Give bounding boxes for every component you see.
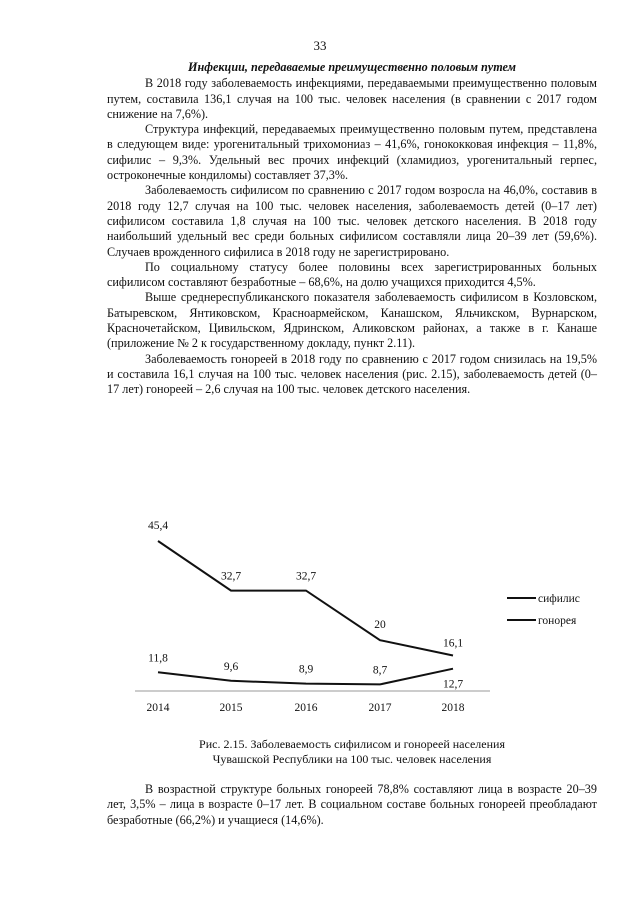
paragraph-7: В возрастной структуре больных гонореей 78,8% составляют лица в возрасте 20–39 лет, 3,5% – лица в возрасте 0–17 лет. В социальном составе больных гонореей преобладают безработные (66,2%) и учащиеся (14,6%). xyxy=(107,782,597,827)
data-label-s2-2016: 8,9 xyxy=(298,663,314,676)
section-heading: Инфекции, передаваемые преимущественно половым путем xyxy=(188,60,516,74)
page-number: 33 xyxy=(313,38,327,53)
data-label-s2-2017: 8,7 xyxy=(372,664,388,677)
caption-line-2: Чувашской Республики на 100 тыс. человек населения xyxy=(212,752,492,766)
x-tick-2014: 2014 xyxy=(146,702,170,714)
paragraph-1: В 2018 году заболеваемость инфекциями, передаваемыми преимущественно половым путем, составила 136,1 случая на 100 тыс. человек населения (в сравнении с 2017 годом снижение на 7,6%). xyxy=(107,76,597,121)
data-label-s2-2018: 12,7 xyxy=(442,678,464,691)
caption-line-1: Рис. 2.15. Заболеваемость сифилисом и гонореей населения xyxy=(199,737,505,751)
plot-group xyxy=(147,520,580,714)
paragraph-2: Структура инфекций, передаваемых преимущественно половым путем, представлена в следующем виде: урогенитальный трихомониаз – 41,6%, гонококковая инфекция – 11,8%, сифилис – 9,3%. Удельный вес прочих инфекций (хламидиоз, урогенитальный герпес, остроконечные кондиломы) составляет 37,3%. xyxy=(107,122,597,183)
data-label-s1-2018: 16,1 xyxy=(442,637,464,650)
incidence-chart xyxy=(100,508,620,738)
main-text xyxy=(107,60,597,398)
paragraph-5: Выше среднереспубликанского показателя заболеваемость сифилисом в Козловском, Батыревском, Янтиковском, Красноармейском, Канашском, Яльчикском, Вурнарском, Красночетайском, Цивильском, Ядринском, Аликовском районах, а также в г. Канаше (приложение № 2 к государственному докладу, пункт 2.11). xyxy=(107,290,597,351)
legend-label-1: сифилис xyxy=(538,593,580,605)
figure-caption xyxy=(107,737,597,767)
legend-label-2: гонорея xyxy=(538,615,577,627)
data-label-s1-2017: 20 xyxy=(374,619,386,632)
data-label-s1-2014: 45,4 xyxy=(147,520,169,532)
x-tick-2017: 2017 xyxy=(368,702,392,714)
x-tick-2018: 2018 xyxy=(441,702,465,714)
x-tick-2016: 2016 xyxy=(294,702,318,714)
data-label-s2-2014: 11,8 xyxy=(148,652,168,665)
chart-svg xyxy=(100,508,620,738)
x-tick-2015: 2015 xyxy=(219,702,243,714)
paragraph-3: Заболеваемость сифилисом по сравнению с 2017 годом возросла на 46,0%, составив в 2018 году 12,7 случая на 100 тыс. человек населения, заболеваемость детей (0–17 лет) сифилисом составила 1,8 случая на 100 тыс. человек детского населения. В 2018 году наибольший удельный вес среди больных сифилисом составляли лица 20–39 лет (59,6%). Случаев врожденного сифилиса в 2018 году не зарегистрировано. xyxy=(107,183,597,259)
paragraph-4: По социальному статусу более половины всех зарегистрированных больных сифилисом составляют безработные – 68,6%, на долю учащихся приходится 4,5%. xyxy=(107,259,597,290)
bottom-text xyxy=(107,782,597,828)
series-line-1 xyxy=(158,541,453,656)
data-label-s2-2015: 9,6 xyxy=(223,660,239,673)
data-label-s1-2016: 32,7 xyxy=(295,570,317,583)
paragraph-6: Заболеваемость гонореей в 2018 году по сравнению с 2017 годом снизилась на 19,5% и составила 16,1 случая на 100 тыс. человек населения (рис. 2.15), заболеваемость детей (0–17 лет) гонореей – 2,6 случая на 100 тыс. человек детского населения. xyxy=(107,351,597,397)
data-label-s1-2015: 32,7 xyxy=(220,570,242,583)
